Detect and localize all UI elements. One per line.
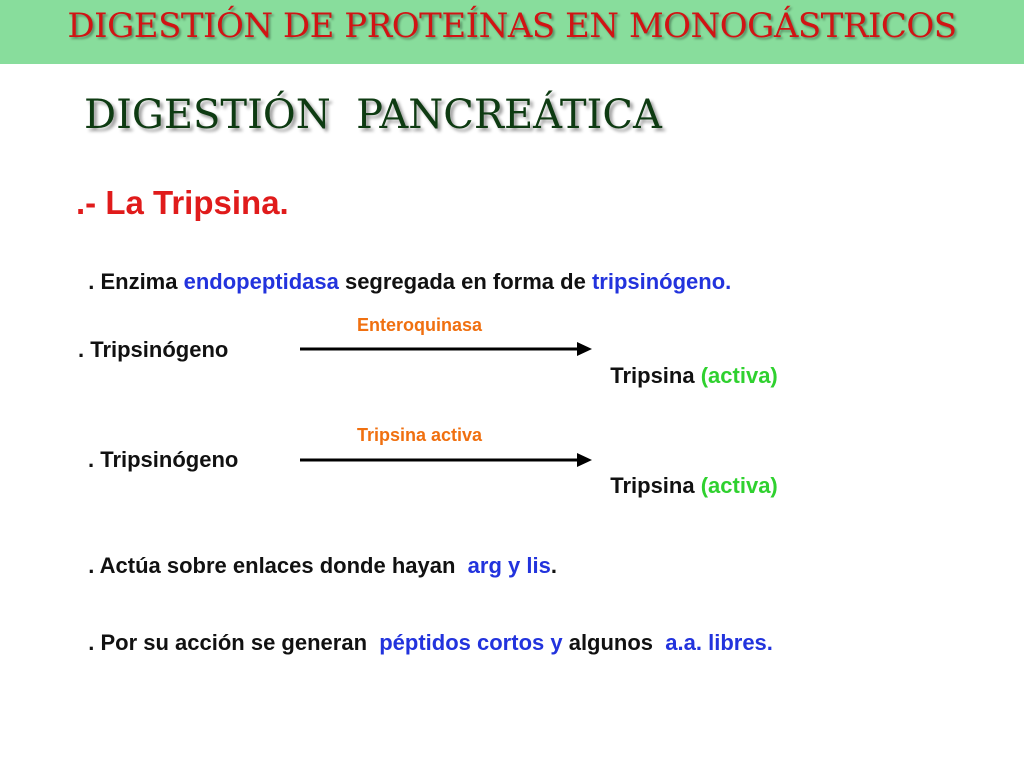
text-segment: algunos	[562, 630, 666, 655]
highlight-endopeptidasa: endopeptidasa	[183, 269, 339, 294]
enzyme-description-line	[76, 243, 731, 295]
reaction2-substrate: . Tripsinógeno	[88, 447, 239, 472]
reaction1-arrow	[298, 340, 594, 358]
text-segment: . Enzima	[88, 269, 184, 294]
products-line	[76, 604, 773, 656]
product-name: Tripsina	[610, 363, 701, 388]
slide-title: DIGESTIÓN DE PROTEÍNAS EN MONOGÁSTRICOS	[67, 6, 957, 46]
reaction2-arrow	[298, 451, 594, 469]
product-name: Tripsina	[610, 473, 701, 498]
text-segment: segregada en forma de	[338, 269, 592, 294]
highlight-arg-lis: arg y lis	[467, 553, 551, 578]
highlight-tripsinogeno: tripsinógeno.	[591, 269, 732, 294]
reaction1-enzyme-label: Enteroquinasa	[357, 315, 483, 335]
product-note: (activa)	[700, 363, 778, 388]
highlight-aa-libres: a.a. libres.	[665, 630, 773, 655]
reaction1-substrate: . Tripsinógeno	[78, 337, 229, 362]
bond-specificity-line	[76, 527, 557, 579]
text-segment: .	[550, 553, 557, 578]
text-segment: . Por su acción se generan	[88, 630, 380, 655]
highlight-peptidos: péptidos cortos y	[379, 630, 563, 655]
slide-subtitle: DIGESTIÓN PANCREÁTICA	[84, 92, 662, 138]
reaction1-product	[598, 337, 778, 389]
text-segment: . Actúa sobre enlaces donde hayan	[88, 553, 468, 578]
reaction2-enzyme-label: Tripsina activa	[357, 425, 483, 445]
product-note: (activa)	[700, 473, 778, 498]
section-heading: .- La Tripsina.	[76, 184, 289, 221]
title-banner	[0, 0, 1024, 64]
reaction2-product	[598, 447, 778, 499]
